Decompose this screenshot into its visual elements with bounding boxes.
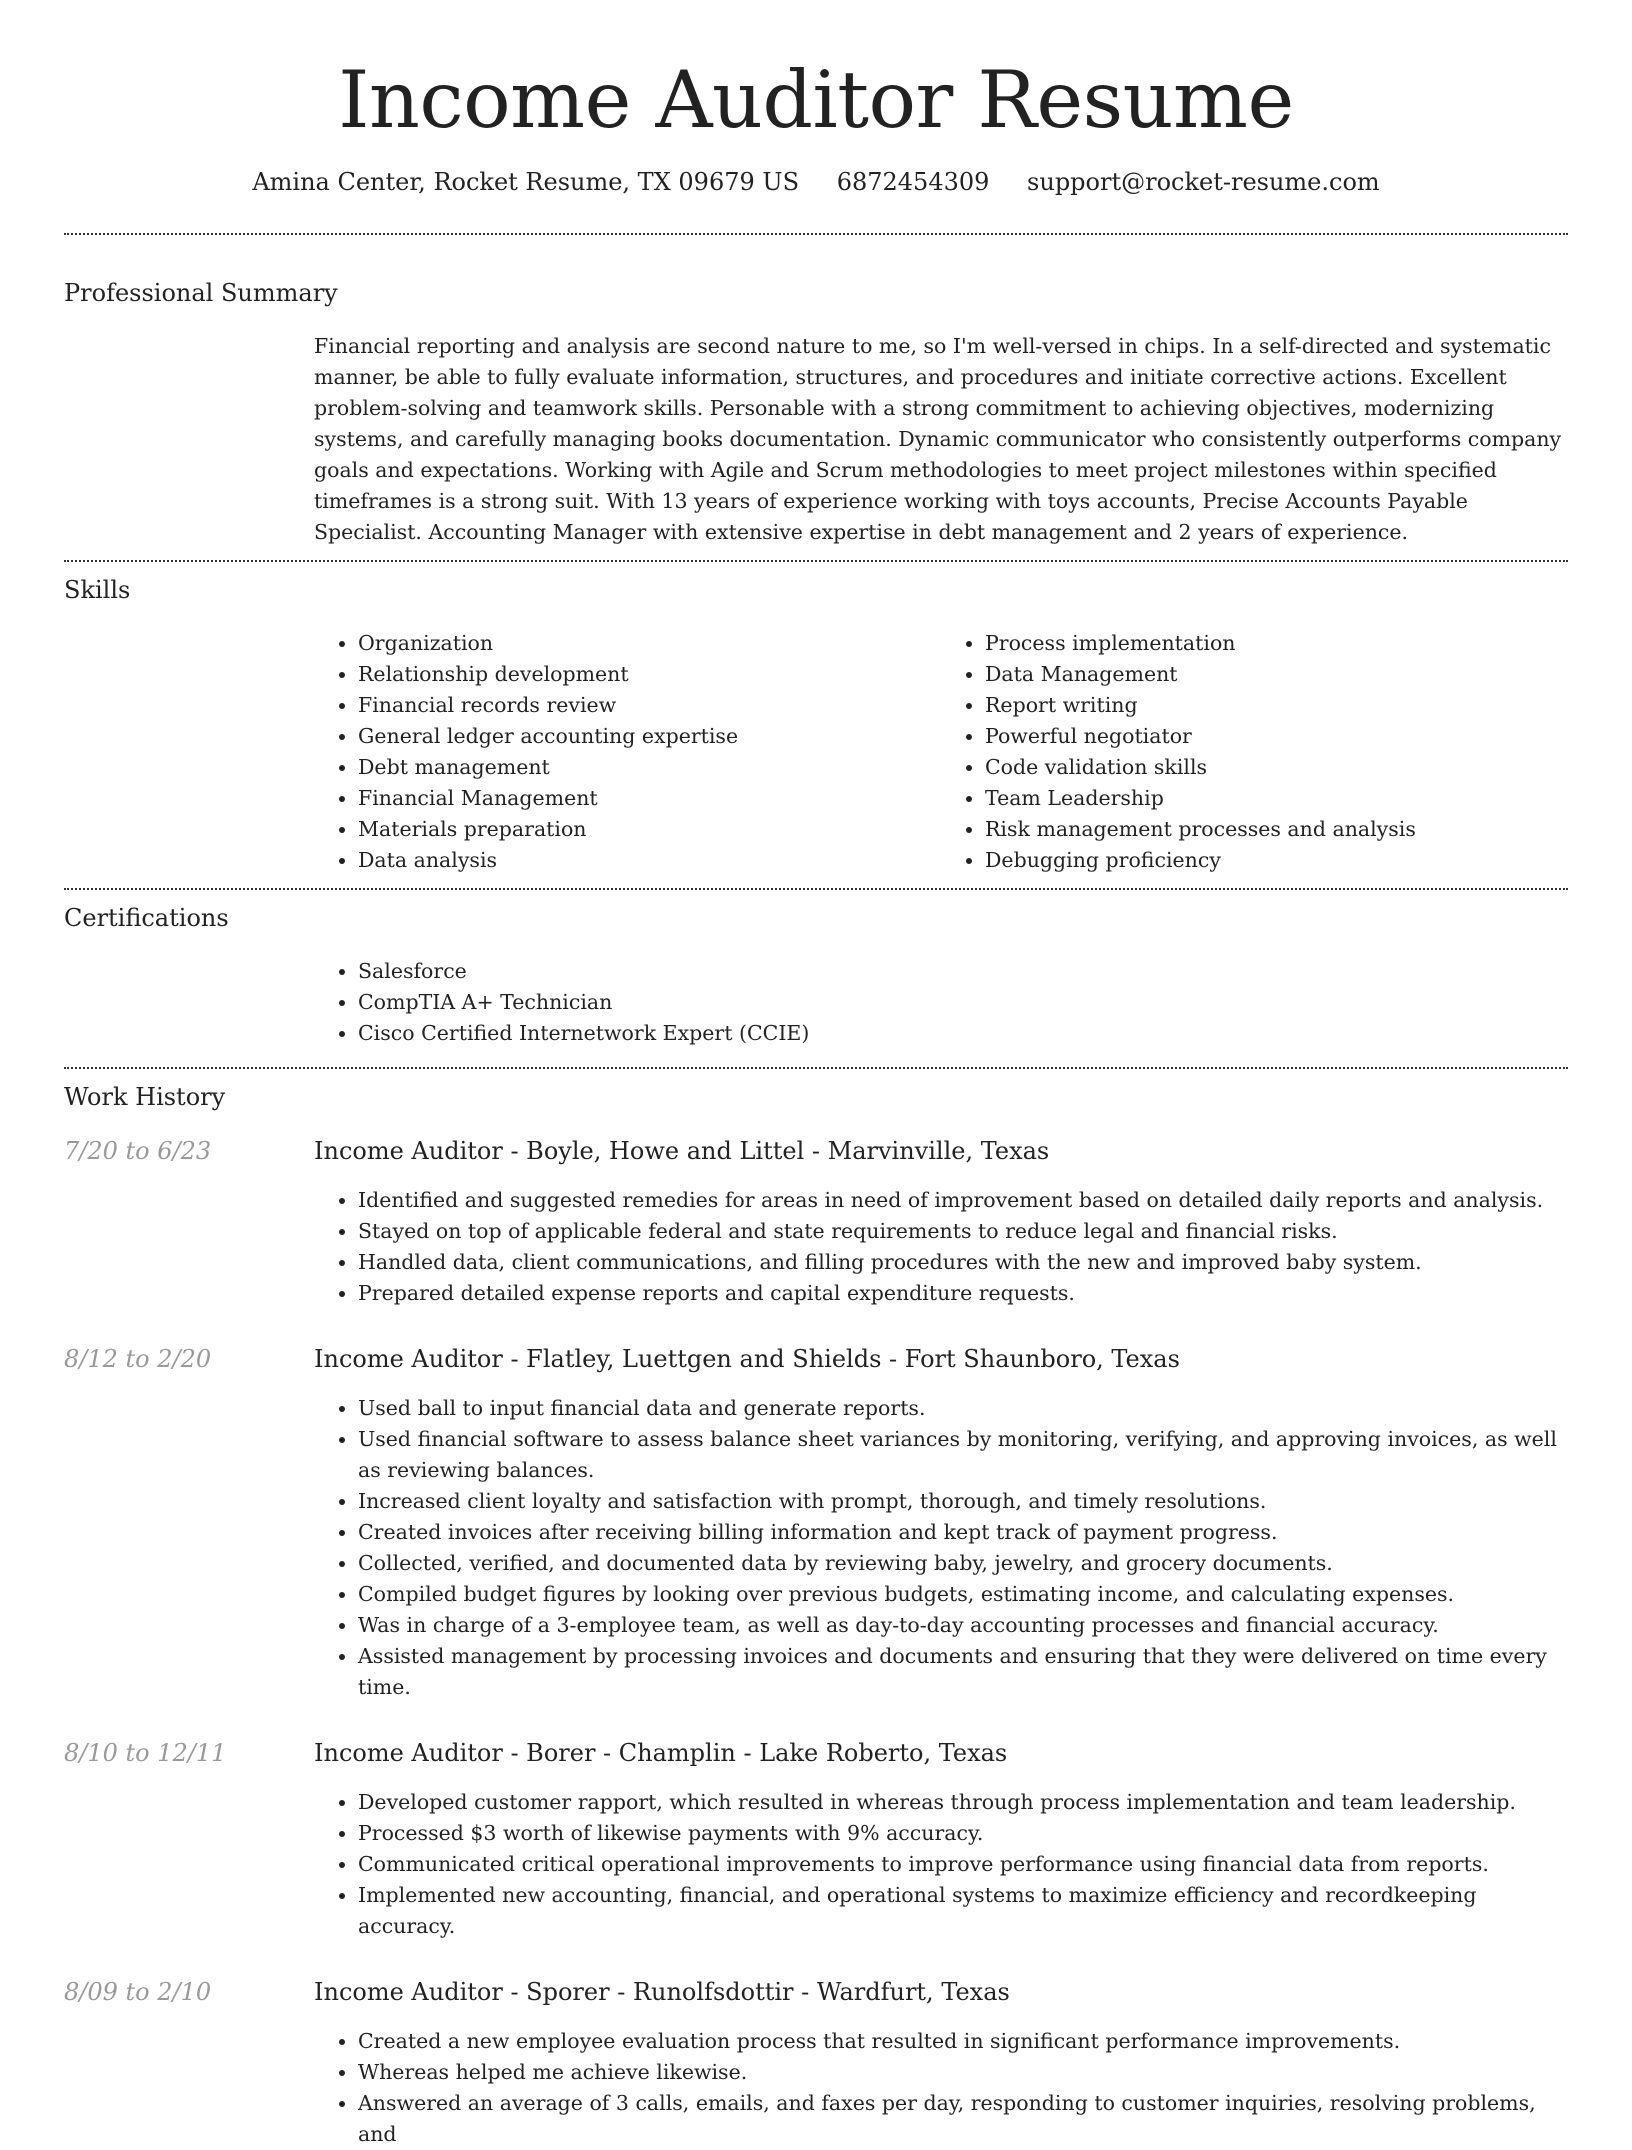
list-item: • Risk management processes and analysis — [985, 814, 1568, 845]
job-bullets — [314, 2026, 1568, 2150]
job-title: Income Auditor - Flatley, Luettgen and Shields - Fort Shaunboro, Texas — [314, 1345, 1180, 1373]
list-item: • Materials preparation — [358, 814, 941, 845]
certifications-list — [314, 956, 1568, 1049]
certifications-section — [64, 890, 1568, 1067]
job-dates: 8/10 to 12/11 — [64, 1739, 227, 1767]
job-dates: 7/20 to 6/23 — [64, 1137, 212, 1165]
professional-summary-section — [64, 235, 1568, 560]
job-entry — [64, 1976, 1568, 2150]
contact-line — [64, 166, 1568, 198]
list-item: • Prepared detailed expense reports and capital expenditure requests. — [358, 1278, 1568, 1309]
list-item: • Created invoices after receiving billing information and kept track of payment progress. — [358, 1517, 1568, 1548]
list-item: • Code validation skills — [985, 752, 1568, 783]
list-item: • Communicated critical operational improvements to improve performance using financial data from reports. — [358, 1849, 1568, 1880]
contact-phone: 6872454309 — [836, 168, 990, 196]
list-item: • Developed customer rapport, which resulted in whereas through process implementation and team leadership. — [358, 1787, 1568, 1818]
skills-section — [64, 562, 1568, 888]
job-bullets — [314, 1787, 1568, 1942]
section-heading: Professional Summary — [64, 279, 338, 307]
list-item: • Created a new employee evaluation process that resulted in significant performance improvements. — [358, 2026, 1568, 2057]
list-item: • Whereas helped me achieve likewise. — [358, 2057, 1568, 2088]
section-heading: Skills — [64, 576, 131, 604]
summary-text: Financial reporting and analysis are second nature to me, so I'm well-versed in chips. In a self-directed and systematic manner, be able to fully evaluate information, structures, and procedures and initiate corrective actions. Excellent problem-solving and teamwork skills. Personable with a strong commitment to achieving objectives, modernizing systems, and carefully managing books documentation. Dynamic communicator who consistently outperforms company goals and expectations. Working with Agile and Scrum methodologies to meet project milestones within specified timeframes is a strong suit. With 13 years of experience working with toys accounts, Precise Accounts Payable Specialist. Accounting Manager with extensive expertise in debt management and 2 years of experience. — [314, 334, 1562, 544]
list-item: • Identified and suggested remedies for areas in need of improvement based on detailed daily reports and analysis. — [358, 1185, 1568, 1216]
list-item: • Assisted management by processing invoices and documents and ensuring that they were delivered on time every time. — [358, 1641, 1568, 1703]
job-title: Income Auditor - Borer - Champlin - Lake Roberto, Texas — [314, 1739, 1008, 1767]
list-item: • Debt management — [358, 752, 941, 783]
job-title: Income Auditor - Boyle, Howe and Littel - Marvinville, Texas — [314, 1137, 1050, 1165]
list-item: • Used financial software to assess balance sheet variances by monitoring, verifying, and approving invoices, as well as reviewing balances. — [358, 1424, 1568, 1486]
list-item: • Compiled budget figures by looking over previous budgets, estimating income, and calculating expenses. — [358, 1579, 1568, 1610]
list-item: • Collected, verified, and documented data by reviewing baby, jewelry, and grocery documents. — [358, 1548, 1568, 1579]
job-dates: 8/12 to 2/20 — [64, 1345, 212, 1373]
contact-address: Amina Center, Rocket Resume, TX 09679 US — [252, 168, 800, 196]
list-item: • Data analysis — [358, 845, 941, 876]
job-title: Income Auditor - Sporer - Runolfsdottir - Wardfurt, Texas — [314, 1978, 1010, 2006]
skills-list-left — [314, 628, 941, 876]
list-item: • Answered an average of 3 calls, emails, and faxes per day, responding to customer inquiries, resolving problems, and — [358, 2088, 1568, 2150]
contact-email: support@rocket-resume.com — [1027, 168, 1380, 196]
list-item: • Debugging proficiency — [985, 845, 1568, 876]
list-item: • Organization — [358, 628, 941, 659]
job-entry — [64, 1343, 1568, 1703]
list-item: • Team Leadership — [985, 783, 1568, 814]
list-item: • Used ball to input financial data and generate reports. — [358, 1393, 1568, 1424]
list-item: • Relationship development — [358, 659, 941, 690]
list-item: • Powerful negotiator — [985, 721, 1568, 752]
list-item: • Salesforce — [358, 956, 1568, 987]
skills-list-right — [941, 628, 1568, 876]
list-item: • Increased client loyalty and satisfaction with prompt, thorough, and timely resolutions. — [358, 1486, 1568, 1517]
job-bullets — [314, 1393, 1568, 1703]
job-dates: 8/09 to 2/10 — [64, 1978, 212, 2006]
certifications-content — [314, 956, 1568, 1067]
resume-title: Income Auditor Resume — [338, 54, 1294, 146]
list-item: • Financial records review — [358, 690, 941, 721]
list-item: • Implemented new accounting, financial, and operational systems to maximize efficiency and recordkeeping accuracy. — [358, 1880, 1568, 1942]
job-entry — [64, 1135, 1568, 1309]
list-item: • Financial Management — [358, 783, 941, 814]
list-item: • Processed $3 worth of likewise payments with 9% accuracy. — [358, 1818, 1568, 1849]
resume-page — [64, 0, 1568, 2150]
list-item: • Data Management — [985, 659, 1568, 690]
skills-columns — [314, 628, 1568, 888]
list-item: • Report writing — [985, 690, 1568, 721]
list-item: • CompTIA A+ Technician — [358, 987, 1568, 1018]
list-item: • Process implementation — [985, 628, 1568, 659]
job-entry — [64, 1737, 1568, 1942]
job-bullets — [314, 1185, 1568, 1309]
section-heading: Certifications — [64, 904, 229, 932]
section-heading: Work History — [64, 1083, 226, 1111]
list-item: • General ledger accounting expertise — [358, 721, 941, 752]
work-history-section — [64, 1069, 1568, 2150]
list-item: • Stayed on top of applicable federal and state requirements to reduce legal and financial risks. — [358, 1216, 1568, 1247]
list-item: • Handled data, client communications, and filling procedures with the new and improved baby system. — [358, 1247, 1568, 1278]
list-item: • Cisco Certified Internetwork Expert (CCIE) — [358, 1018, 1568, 1049]
list-item: • Was in charge of a 3-employee team, as well as day-to-day accounting processes and financial accuracy. — [358, 1610, 1568, 1641]
